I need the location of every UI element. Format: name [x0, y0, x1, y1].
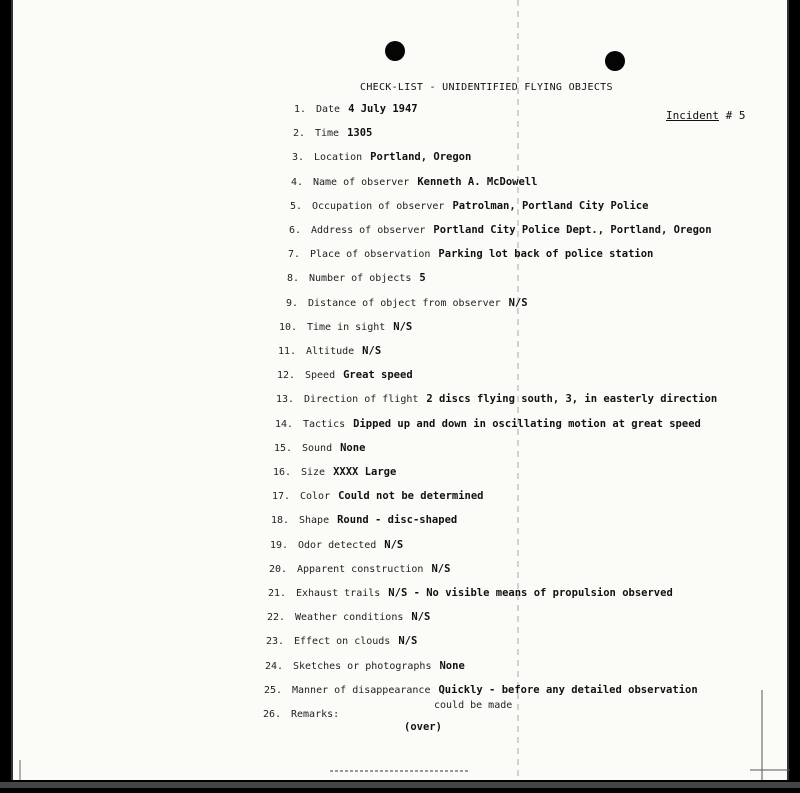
item-label: Sound [302, 442, 333, 454]
item-value: N/S [384, 538, 404, 551]
incident-number [666, 109, 745, 122]
checklist-item [280, 103, 418, 115]
item-number: 6. [288, 225, 301, 236]
item-label: Sketches or photographs [293, 660, 432, 672]
checklist-item [272, 297, 528, 309]
punch-hole-left [385, 41, 405, 61]
item-label: Size [301, 467, 326, 478]
item-value: Portland, Oregon [370, 151, 472, 164]
item-number: 25. [263, 684, 282, 696]
checklist-item [276, 200, 648, 212]
checklist-item [264, 490, 484, 502]
item-value: 5 [419, 272, 426, 285]
item-label: Address of observer [311, 225, 426, 236]
checklist-item [261, 563, 450, 575]
checklist-item [257, 660, 465, 672]
item-number: 10. [278, 321, 297, 333]
item-number: 1. [293, 104, 306, 115]
item-label: Remarks: [291, 709, 340, 720]
item-value: XXXX Large [333, 466, 397, 478]
item-label: Location [314, 152, 363, 164]
checklist-item [279, 127, 372, 139]
item-number: 4. [290, 176, 303, 188]
item-value: Round - disc-shaped [337, 514, 458, 527]
item-value: N/S [393, 320, 413, 333]
item-number: 2. [292, 128, 305, 140]
checklist-item [273, 272, 426, 284]
checklist-item [263, 514, 457, 526]
item-value: Could not be determined [338, 490, 484, 503]
item-number: 24. [264, 660, 283, 672]
checklist-item [274, 248, 653, 260]
item-value: 2 discs flying south, 3, in easterly direction [426, 393, 718, 406]
item-label: Time [315, 128, 340, 140]
item-value: None [340, 441, 366, 454]
item-value: Great speed [343, 369, 413, 382]
item-number: 13. [275, 394, 294, 406]
item-number: 7. [287, 249, 300, 261]
checklist-item [275, 224, 712, 236]
item-label: Speed [305, 370, 336, 382]
item-value: N/S [411, 611, 431, 624]
item-number: 11. [277, 346, 296, 357]
checklist-item [278, 151, 471, 163]
item-number: 14. [274, 418, 293, 430]
item-value: N/S [362, 345, 382, 357]
item-value: Portland City Police Dept., Portland, Oregon [433, 224, 712, 236]
item-value: None [439, 659, 465, 672]
checklist-item [271, 321, 412, 333]
checklist-item [265, 466, 396, 478]
item-number: 18. [270, 515, 289, 527]
page-title: CHECK-LIST - UNIDENTIFIED FLYING OBJECTS [360, 82, 613, 93]
item-value: Parking lot back of police station [438, 248, 654, 261]
checklist-item [270, 345, 381, 357]
punch-hole-right [605, 51, 625, 71]
checklist-item [255, 708, 347, 720]
item-value: Dipped up and down in oscillating motion at great speed [353, 417, 701, 430]
item-label: Date [316, 104, 341, 115]
item-value: 1305 [347, 127, 373, 140]
item-label: Color [300, 491, 331, 503]
item-label: Odor detected [298, 539, 377, 551]
item-label: Direction of flight [304, 394, 419, 406]
checklist-item [262, 539, 403, 551]
incident-value: # 5 [725, 109, 746, 122]
item-value: Quickly - before any detailed observation [438, 683, 698, 696]
item-value: Kenneth A. McDowell [417, 175, 538, 188]
item-label: Occupation of observer [312, 200, 445, 212]
item-number: 22. [266, 612, 285, 624]
item-value: 4 July 1947 [348, 103, 418, 115]
item-number: 8. [286, 273, 299, 285]
item-value: Patrolman, Portland City Police [452, 199, 649, 212]
checklist-item [259, 611, 430, 623]
item-value: N/S [431, 562, 451, 575]
checklist-item [268, 393, 717, 405]
over-note: (over) [404, 721, 442, 733]
incident-label: Incident [666, 109, 719, 122]
checklist-item [256, 684, 698, 696]
item-label: Effect on clouds [294, 636, 391, 648]
item-value: N/S [508, 296, 528, 309]
item-number: 12. [276, 370, 295, 382]
item-number: 17. [271, 491, 290, 503]
item-label: Exhaust trails [296, 588, 381, 599]
item-number: 23. [265, 636, 284, 648]
item-number: 3. [291, 152, 304, 164]
item-label: Shape [299, 515, 330, 527]
item-label: Tactics [303, 418, 346, 430]
item-label: Altitude [306, 346, 355, 357]
item-number: 19. [269, 539, 288, 551]
item-label: Manner of disappearance [292, 684, 431, 696]
item-number: 21. [267, 588, 286, 599]
item-number: 26. [262, 709, 281, 720]
item-number: 15. [273, 442, 292, 454]
item-label: Name of observer [313, 176, 410, 188]
item-number: 5. [289, 200, 302, 212]
item-value: N/S - No visible means of propulsion observed [388, 587, 673, 599]
item-label: Apparent construction [297, 563, 424, 575]
item-label: Distance of object from observer [308, 297, 501, 309]
item-number: 9. [285, 297, 298, 309]
checklist-item [277, 176, 537, 188]
checklist-item [266, 442, 365, 454]
item-label: Time in sight [307, 321, 386, 333]
item-number: 20. [268, 563, 287, 575]
checklist-item [269, 369, 413, 381]
checklist-item [267, 418, 701, 430]
item-label: Number of objects [309, 273, 412, 285]
item-value: N/S [398, 635, 418, 648]
item-label: Place of observation [310, 249, 431, 261]
item-number: 16. [272, 467, 291, 478]
checklist-item [258, 635, 417, 647]
checklist-item [260, 587, 673, 599]
item-label: Weather conditions [295, 612, 404, 624]
continuation-text: could be made [434, 700, 513, 711]
